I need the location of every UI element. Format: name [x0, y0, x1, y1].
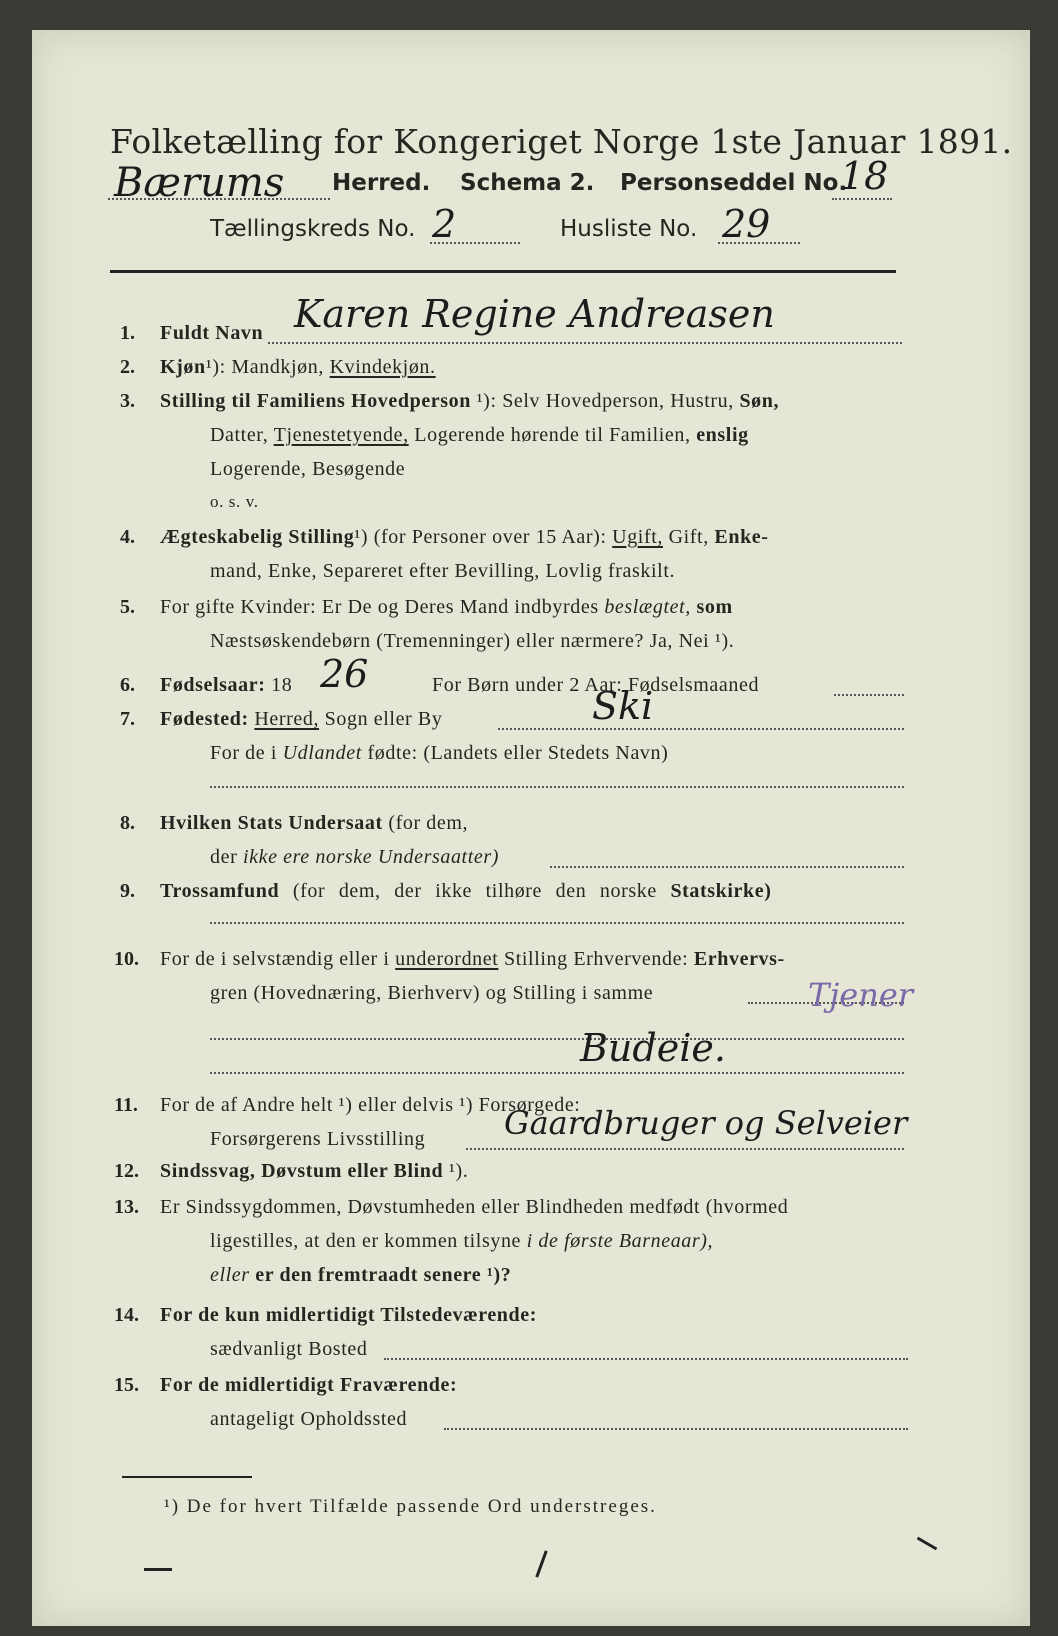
field-11-number: 11. [114, 1094, 138, 1116]
field-9-number: 9. [120, 880, 135, 902]
field-3-number: 3. [120, 390, 135, 412]
husliste-value: 29 [722, 202, 771, 246]
field-13-line2-a: ligestilles, at den er kommen tilsyne [210, 1230, 522, 1252]
field-4-line2: mand, Enke, Separeret efter Bevilling, Lovlig fraskilt. [210, 560, 676, 582]
header-rule [110, 270, 896, 273]
field-13-line3-text: er den fremtraadt senere ¹)? [255, 1264, 512, 1286]
field-4-number: 4. [120, 526, 135, 548]
field-9-label [160, 880, 772, 903]
field-2-selected-kvindekjon: Kvindekjøn. [329, 356, 436, 378]
field-6-number: 6. [120, 674, 135, 696]
field-10-tail: Erhvervs- [693, 948, 785, 970]
field-7-label-bold: Fødested: [160, 708, 249, 730]
field-8-number: 8. [120, 812, 135, 834]
field-10-label-text: For de i selvstændig eller i [160, 948, 390, 970]
footnote: ¹) De for hvert Tilfælde passende Ord understreges. [164, 1496, 657, 1517]
field-8-line2-italic: ikke ere norske Undersaatter) [242, 846, 499, 868]
field-7-label [160, 708, 442, 731]
field-3-enslig: enslig [696, 424, 749, 446]
field-6-label2: For Børn under 2 Aar: Fødselsmaaned [432, 674, 760, 696]
field-8-line2 [210, 846, 499, 869]
field-13-line2-italic: i de første Barneaar), [526, 1230, 714, 1252]
field-3-tail: Søn, [739, 390, 780, 412]
field-8-line2-a: der [210, 846, 238, 868]
field-1-answer-name: Karen Regine Andreasen [294, 292, 775, 336]
field-6-label-bold: Fødselsaar: [160, 674, 266, 696]
form-title: Folketælling for Kongeriget Norge 1ste Januar 1891. [110, 122, 1013, 161]
field-5-italic: beslægtet, [604, 596, 691, 618]
herred-dotted-line [108, 198, 330, 200]
ink-mark-left [144, 1568, 172, 1571]
field-14-number: 14. [114, 1304, 139, 1326]
field-8-label [160, 812, 468, 835]
field-9-label-bold: Trossamfund [160, 880, 280, 902]
field-3-label [160, 390, 779, 413]
taellingskreds-value: 2 [432, 202, 457, 246]
husliste-label: Husliste No. [560, 216, 698, 242]
field-3-line2 [210, 424, 749, 447]
schema-label: Schema 2. [460, 170, 595, 196]
field-8-label-bold: Hvilken Stats Undersaat [160, 812, 383, 834]
field-2-label-rest: ¹): Mandkjøn, [205, 356, 324, 378]
field-5-som: som [696, 596, 733, 618]
field-15-line2: antageligt Opholdssted [210, 1408, 408, 1430]
field-14-label-bold: For de kun midlertidigt Tilstedeværende: [160, 1304, 537, 1326]
field-2-label-bold: Kjøn [160, 356, 206, 378]
field-3-logerende: Logerende hørende til Familien, [414, 424, 691, 446]
footnote-rule [122, 1476, 252, 1478]
field-7-line2-italic: Udlandet [282, 742, 362, 764]
field-4-label-rest: ¹) (for Personer over 15 Aar): [354, 526, 607, 548]
field-12-label-rest: ¹). [443, 1160, 469, 1182]
field-14-line [384, 1358, 908, 1360]
field-15-line [444, 1428, 908, 1430]
field-7-line2-a: For de i [210, 742, 278, 764]
field-10-line4 [210, 1072, 904, 1074]
herred-value: Bærums [114, 160, 285, 206]
census-form-sheet [32, 30, 1030, 1626]
field-14-line2: sædvanligt Bosted [210, 1338, 368, 1360]
field-6-answer-year: 26 [320, 652, 369, 696]
field-4-enke: Enke- [714, 526, 769, 548]
field-14-label [160, 1304, 537, 1327]
field-1-line [268, 342, 902, 344]
field-10-line2: gren (Hovednæring, Bierhverv) og Stilling i samme [210, 982, 654, 1004]
field-3-label-rest: ¹): Selv Hovedperson, Hustru, [470, 390, 734, 412]
field-3-selected-tjenestetyende: Tjenestetyende, [273, 424, 409, 446]
field-13-line3-italic: eller [210, 1264, 250, 1286]
field-12-label-bold: Sindssvag, Døvstum eller Blind [160, 1160, 444, 1182]
field-13-line3 [210, 1264, 511, 1287]
field-10-answer-violet: Tjener [808, 976, 914, 1014]
field-2-number: 2. [120, 356, 135, 378]
field-5-line2: Næstsøskendebørn (Tremenninger) eller nærmere? Ja, Nei ¹). [210, 630, 735, 652]
ink-mark-right [917, 1537, 938, 1551]
field-6-line [834, 694, 904, 696]
field-9-tail: Statskirke) [670, 880, 772, 902]
field-10-number: 10. [114, 948, 139, 970]
field-7-answer-place: Ski [592, 684, 654, 728]
field-12-label [160, 1160, 468, 1183]
ink-mark-center [535, 1550, 547, 1577]
field-1-label: Fuldt Navn [160, 322, 264, 344]
field-15-label [160, 1374, 457, 1397]
field-15-label-bold: For de midlertidigt Fraværende: [160, 1374, 458, 1396]
field-7-label-rest: Sogn eller By [324, 708, 443, 730]
field-5-label [160, 596, 733, 619]
field-7-number: 7. [120, 708, 135, 730]
personseddel-value: 18 [840, 154, 889, 198]
field-6-label [160, 674, 292, 697]
field-15-number: 15. [114, 1374, 139, 1396]
field-10-label-rest: Stilling Erhvervende: [504, 948, 689, 970]
field-10-label [160, 948, 785, 971]
field-11-line2: Forsørgerens Livsstilling [210, 1128, 426, 1150]
field-13-number: 13. [114, 1196, 139, 1218]
field-11-line [466, 1148, 904, 1150]
field-1-number: 1. [120, 322, 135, 344]
field-7-selected-herred: Herred, [254, 708, 320, 730]
field-5-number: 5. [120, 596, 135, 618]
taellingskreds-label: Tællingskreds No. [210, 216, 416, 242]
field-10-answer-occupation: Budeie. [580, 1026, 726, 1070]
field-9-label-rest: (for dem, der ikke tilhøre den norske [292, 880, 657, 902]
field-6-prefix: 18 [271, 674, 293, 696]
field-12-number: 12. [114, 1160, 139, 1182]
field-3-line4: o. s. v. [210, 492, 259, 511]
field-4-gift: Gift, [668, 526, 709, 548]
field-11-answer: Gaardbruger og Selveier [504, 1104, 908, 1142]
taellingskreds-dotted-line [430, 242, 520, 244]
field-3-line3: Logerende, Besøgende [210, 458, 406, 480]
field-7-line2 [210, 742, 668, 765]
field-4-label-bold: Ægteskabelig Stilling [160, 526, 355, 548]
field-11-label: For de af Andre helt ¹) eller delvis ¹) Forsørgede: [160, 1094, 581, 1116]
herred-label: Herred. [332, 170, 431, 196]
field-4-label [160, 526, 769, 549]
personseddel-dotted-line [832, 198, 892, 200]
field-3-label-bold: Stilling til Familiens Hovedperson [160, 390, 471, 412]
field-8-line [550, 866, 904, 868]
field-3-datter: Datter, [210, 424, 269, 446]
field-13-label: Er Sindssygdommen, Døvstumheden eller Blindheden medfødt (hvormed [160, 1196, 789, 1218]
field-10-line3 [210, 1038, 904, 1040]
field-8-label-rest: (for dem, [388, 812, 469, 834]
field-7-line2-blank [210, 786, 904, 788]
field-5-label-text: For gifte Kvinder: Er De og Deres Mand indbyrdes [160, 596, 599, 618]
field-7-line2-b: fødte: (Landets eller Stedets Navn) [367, 742, 669, 764]
husliste-dotted-line [718, 242, 800, 244]
field-7-line [498, 728, 904, 730]
field-9-line [210, 922, 904, 924]
field-13-line2 [210, 1230, 713, 1253]
field-4-selected-ugift: Ugift, [612, 526, 663, 548]
personseddel-label: Personseddel No. [620, 170, 848, 196]
field-2-label [160, 356, 436, 379]
field-10-selected-underordnet: underordnet [395, 948, 499, 970]
